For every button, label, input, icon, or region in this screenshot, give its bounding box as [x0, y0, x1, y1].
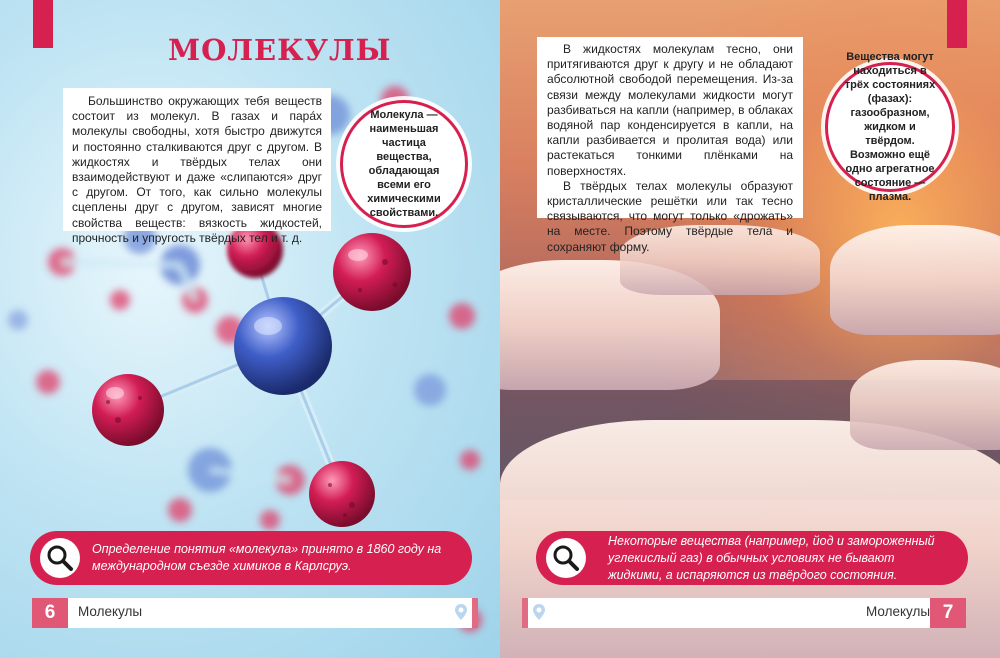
intro-text-box [63, 88, 331, 245]
page-title: МОЛЕКУЛЫ [168, 33, 392, 67]
fact-text: Некоторые вещества (например, йод и замороженный углекислый газ) в обычных условиях не бывают жидкими, а испаряются из твёрдого состояния. [608, 533, 935, 582]
fact-text: Определение понятия «молекула» принято в 1860 году на международном съезде химиков в Карлсруэ. [92, 542, 442, 573]
definition-callout [340, 100, 468, 228]
states-text: Вещества могут находиться в трёх состояниях (фазах): газообразном, жидком и твёрдом. Возможно ещё одно агрегатное состояние — плазма. [844, 51, 936, 203]
states-text-box [537, 37, 803, 254]
corner-tab [33, 0, 53, 48]
fact-banner [30, 531, 472, 585]
solids-text: В твёрдых телах молекулы образуют кристаллические решётки или так тесно связываются, что могут только «дрожать» на месте. Поэтому твёрдые тела и сохраняют форму. [547, 178, 793, 254]
states-callout [825, 51, 955, 203]
definition-text: Молекула — наименьшая частица вещества, обладающая всеми его химическими свойствами. [367, 109, 441, 219]
map-pin-icon [532, 603, 546, 621]
search-icon [546, 538, 586, 578]
search-icon [40, 538, 80, 578]
page-number: 6 [32, 598, 68, 628]
footer-edge-strip [472, 598, 478, 628]
footer-section-label: Молекулы [78, 604, 143, 619]
page-number: 7 [930, 598, 966, 628]
liquids-text: В жидкостях молекулам тесно, они притягиваются друг к другу и не обладают абсолютной свободой перемещения. Из-за связи между молекулами жидкости могут разбиваться на капли (например, в облаках водяной пар конденсируется в капли, на капли разбивается и пролитая вода) или растекаться тонкими плёнками на поверхностях. [547, 42, 793, 178]
map-pin-icon [454, 603, 468, 621]
right-page [500, 0, 1000, 658]
intro-text: Большинство окружающих тебя веществ состоит из молекул. В газах и пара́х молекулы свободны, хотя быстро движутся и постоянно сталкиваются друг с другом. В жидкостях и твёрдых телах они взаимодействуют и даже «слипаются» друг с другом. От того, как сильно молекулы сцеплены друг с другом, зависят многие свойства веществ: вязкость жидкостей, прочность и упругость твёрдых тел и т. д. [72, 94, 322, 245]
corner-tab [947, 0, 967, 48]
ice-shelf [850, 360, 1000, 450]
ice-shelf [830, 225, 1000, 335]
footer-section-label: Молекулы [866, 604, 931, 619]
fact-banner [536, 531, 968, 585]
